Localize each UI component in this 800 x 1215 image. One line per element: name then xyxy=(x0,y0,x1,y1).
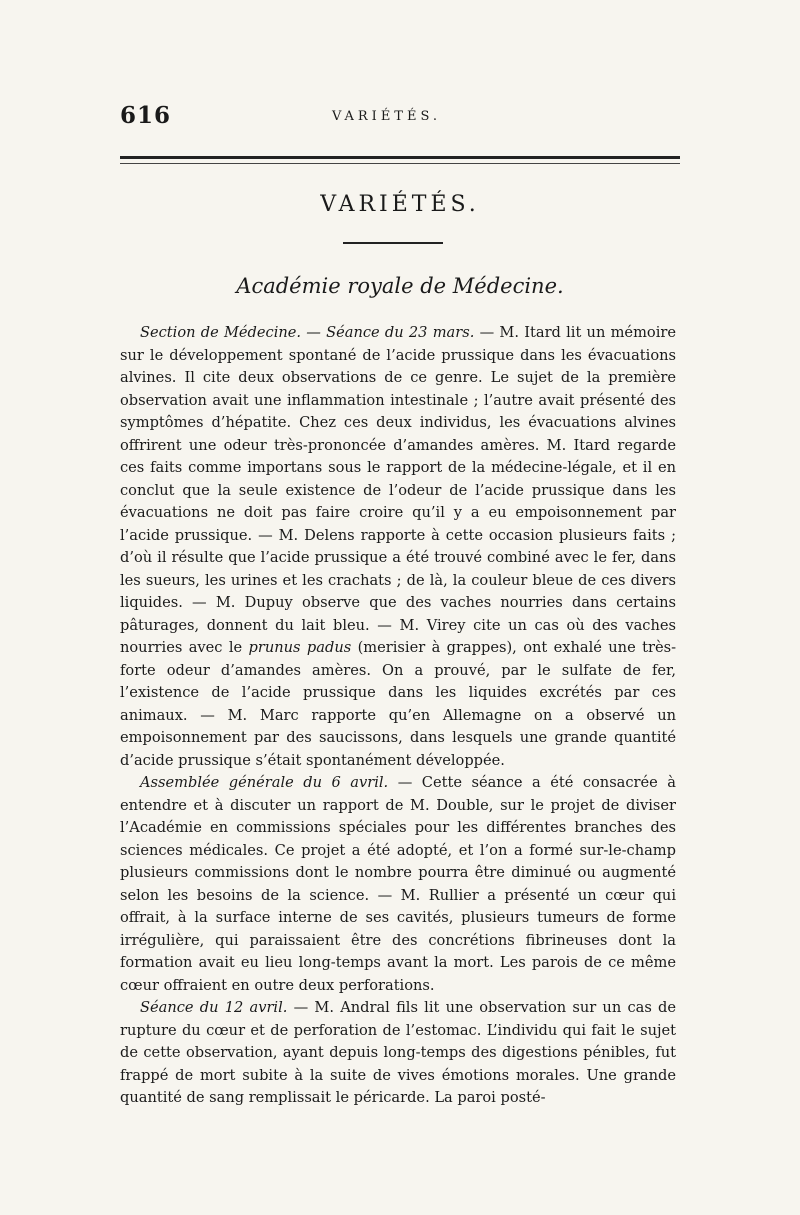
paragraph-text: — M. Itard lit un mémoire sur le développement spontané de l’acide prussique dans les évacuations alvines. Il cite deux observations de ce genre. Le sujet de la première observation avait une inflammation intestinale ; l’autre avait présenté des symptômes d’hépatite. Chez ces deux individus, les évacuations alvines offrirent une odeur très-prononcée d’amandes amères. M. Itard regarde ces faits comme importans sous le rapport de la médecine-légale, et il en conclut que la seule existence de l’odeur de l’acide prussique dans les évacuations ne doit pas faire croire qu’il y a eu empoisonnement par l’acide prussique. — M. Delens rapporte à cette occasion plusieurs faits ; d’où il résulte que l’acide prussique a été trouvé combiné avec le fer, dans les sueurs, les urines et les crachats ; de là, la couleur bleue de ces divers liquides. — M. Dupuy observe que des vaches nourries dans certains pâturages, donnent du lait bleu. — M. Virey cite un cas où des vaches nourries avec le xyxy=(120,324,676,656)
paragraph-text: — M. Andral fils lit une observation sur un cas de rupture du cœur et de perforation de l’estomac. L’individu qui fait le sujet de cette observation, ayant depuis long-temps des digestions pénibles, fut frappé de mort subite à la suite de vives émotions morales. Une grande quantité de sang remplissait le péricarde. La paroi posté- xyxy=(120,999,677,1106)
header-rule xyxy=(120,156,680,159)
page-number: 616 xyxy=(120,102,172,129)
section-title: VARIÉTÉS. xyxy=(320,192,480,217)
paragraph-2 xyxy=(120,772,676,997)
paragraph-1 xyxy=(120,322,676,772)
paragraph-text: — Cette séance a été consacrée à entendre et à discuter un rapport de M. Double, sur le projet de diviser l’Académie en commissions spéciales pour les différentes branches des sciences médicales. Ce projet a été adopté, et l’on a formé sur-le-champ plusieurs commissions dont le nombre pourra être diminué ou augmenté selon les besoins de la science. — M. Rullier a présenté un cœur qui offrait, à la surface interne de ses cavités, plusieurs tumeurs de forme irrégulière, qui paraissaient être des concrétions fibrineuses dont la formation avait eu lieu long-temps avant la mort. Les parois de ce même cœur offraient en outre deux perforations. xyxy=(120,774,677,994)
paragraph-lead: Assemblée générale du 6 avril. xyxy=(140,774,389,791)
paragraph-text-continued: (merisier à grappes), ont exhalé une très-forte odeur d’amandes amères. On a prouvé, par le sulfate de fer, l’existence de l’acide prussique dans les liquides excrétés par ces animaux. — M. Marc rapporte qu’en Allemagne on a observé un empoisonnement par des saucissons, dans lesquels une grande quantité d’acide prussique s’était spontanément développée. xyxy=(120,639,676,769)
section-divider xyxy=(343,242,443,244)
running-head xyxy=(120,102,680,132)
header-rule-thin xyxy=(120,163,680,164)
paragraph-lead: Séance du 12 avril. xyxy=(140,999,288,1016)
paragraph-3 xyxy=(120,997,676,1110)
subsection-title: Académie royale de Médecine. xyxy=(236,274,564,298)
running-title: VARIÉTÉS. xyxy=(332,109,442,124)
body-text xyxy=(120,322,676,1110)
paragraph-italic: prunus padus xyxy=(248,639,352,656)
paragraph-lead: Section de Médecine. — Séance du 23 mars. xyxy=(140,324,475,341)
